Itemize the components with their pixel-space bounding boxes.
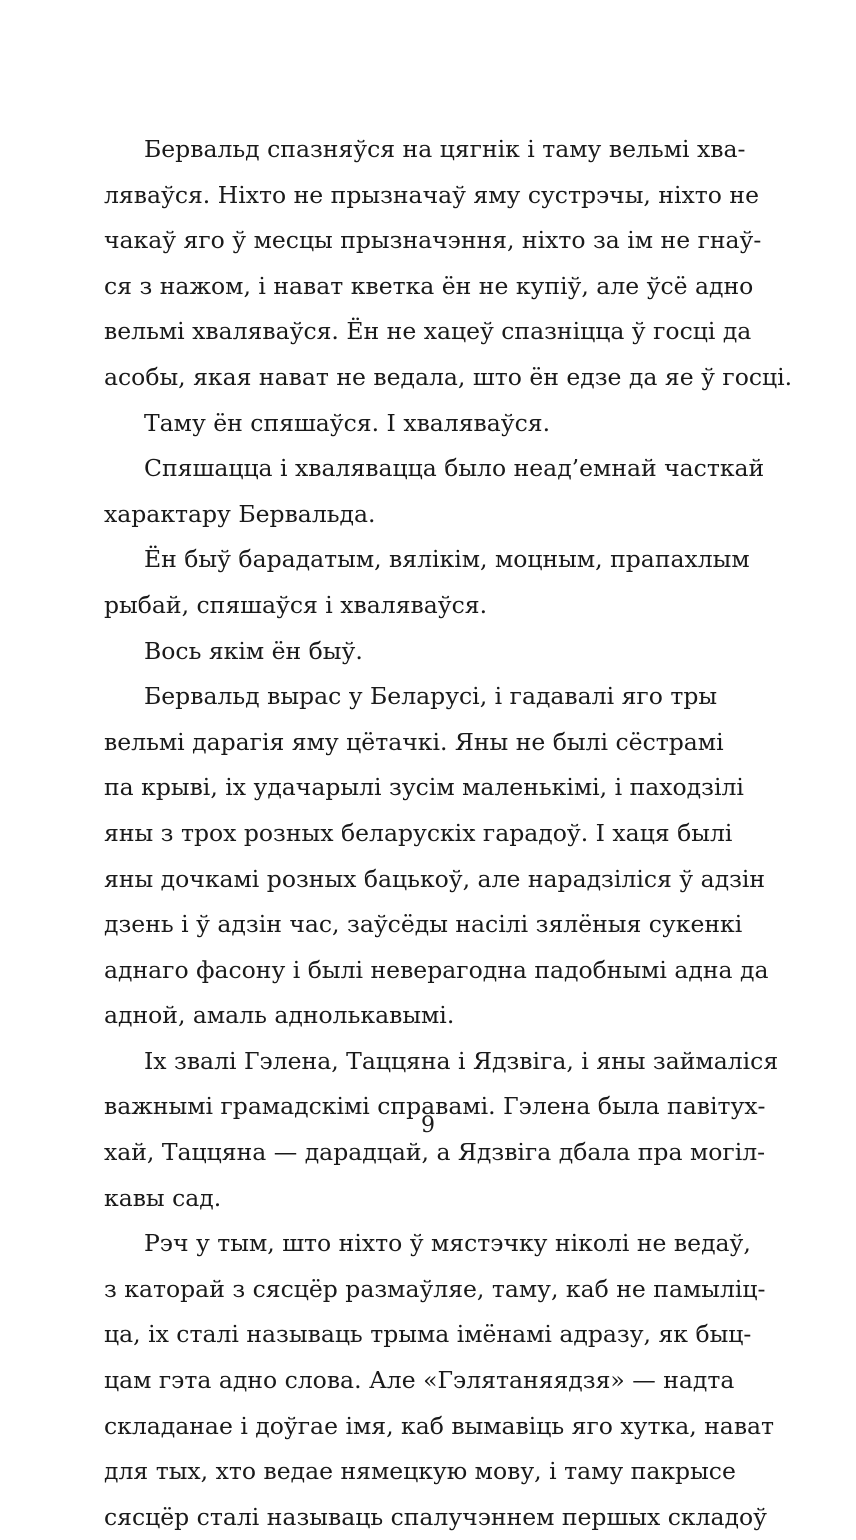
text-line: кавы сад.	[104, 1183, 222, 1212]
paragraph	[104, 446, 765, 537]
text-line: Бервальд спазняўся на цягнік і таму вельмі хва-	[144, 135, 746, 163]
text-line: ся з нажом, і нават кветка ён не купіў, але ўсё адно	[104, 271, 754, 300]
text-line: адной, амаль аднолькавымі.	[104, 1001, 455, 1030]
page-number: 9	[421, 1113, 435, 1138]
paragraph	[104, 674, 769, 1039]
text-line: Вось якім ён быў.	[144, 636, 363, 665]
text-line: Рэч у тым, што ніхто ў мястэчку ніколі не ведаў,	[144, 1229, 751, 1258]
text-line: цам гэта адно слова. Але «Гэлятаняядзя» — надта	[104, 1366, 735, 1395]
text-line: хай, Таццяна — дарадцай, а Ядзвіга дбала пра могіл-	[104, 1138, 766, 1167]
text-line: Бервальд вырас у Беларусі, і гадавалі яго тры	[144, 682, 718, 711]
paragraph	[104, 629, 704, 675]
text-line: дзень і ў адзін час, заўсёды насілі зялёныя сукенкі	[104, 910, 743, 939]
text-line: складанае і доўгае імя, каб вымавіць яго хутка, нават	[104, 1411, 775, 1440]
text-line: рыбай, спяшаўся і хваляваўся.	[104, 590, 488, 619]
text-line: Таму ён спяшаўся. І хваляваўся.	[144, 408, 551, 437]
text-line: аднаго фасону і былі неверагодна падобнымі адна да	[104, 955, 769, 984]
paragraph	[104, 127, 793, 401]
text-line: Ён быў барадатым, вялікім, моцным, прапахлым	[144, 545, 750, 574]
text-line: важнымі грамадскімі справамі. Гэлена была павітух-	[104, 1092, 766, 1121]
text-line: Спяшацца і хвалявацца было неад’емнай часткай	[144, 454, 765, 483]
text-line: характару Бервальда.	[104, 499, 376, 528]
paragraph	[104, 537, 750, 628]
paragraph	[104, 1221, 775, 1540]
text-line: ца, іх сталі называць трыма імёнамі адразу, як быц-	[104, 1320, 752, 1349]
text-line: яны дочкамі розных бацькоў, але нарадзіліся ў адзін	[104, 864, 766, 893]
text-line: ляваўся. Ніхто не прызначаў яму сустрэчы, ніхто не	[104, 180, 759, 209]
text-line: вельмі дарагія яму цётачкі. Яны не былі сёстрамі	[104, 727, 724, 756]
body-text	[104, 127, 793, 1540]
text-line: вельмі хваляваўся. Ён не хацеў спазніцца ў госці да	[104, 317, 752, 346]
paragraph	[104, 401, 704, 447]
text-line: чакаў яго ў месцы прызначэння, ніхто за ім не гнаў-	[104, 226, 762, 255]
text-line: яны з трох розных беларускіх гарадоў. І хаця былі	[104, 818, 733, 847]
text-line: сясцёр сталі называць спалучэннем першых складоў	[104, 1502, 767, 1531]
text-line: па крыві, іх удачарылі зусім маленькімі, і паходзілі	[104, 773, 744, 802]
text-line: для тых, хто ведае нямецкую мову, і таму пакрысе	[104, 1457, 736, 1486]
text-line: з каторай з сясцёр размаўляе, таму, каб не памыліц-	[104, 1274, 766, 1303]
text-line: асобы, якая нават не ведала, што ён едзе да яе ў госці.	[104, 362, 793, 391]
text-line: Іх звалі Гэлена, Таццяна і Ядзвіга, і яны займаліся	[144, 1046, 779, 1075]
